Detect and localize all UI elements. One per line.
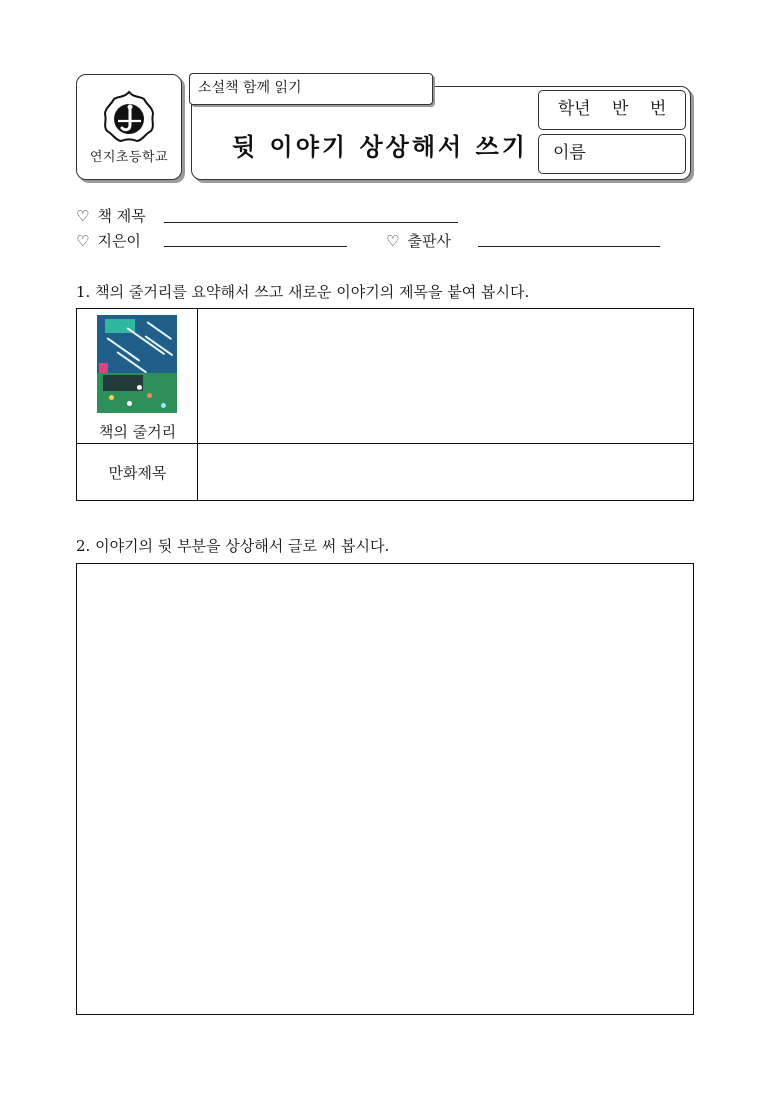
heart-icon: ♡ xyxy=(76,232,90,250)
book-cover-image xyxy=(97,315,177,413)
subtitle-tab: 소설책 함께 읽기 xyxy=(189,73,433,105)
comic-title-label: 만화제목 xyxy=(108,464,167,482)
page-title: 뒷 이야기 상상해서 쓰기 xyxy=(232,133,528,161)
number-label: 번 xyxy=(649,99,667,119)
question-1: 1. 책의 줄거리를 요약해서 쓰고 새로운 이야기의 제목을 붙여 봅시다. xyxy=(76,283,530,301)
book-title-field xyxy=(76,205,146,226)
author-line[interactable] xyxy=(164,246,347,247)
summary-table xyxy=(76,308,694,501)
school-name: 연지초등학교 xyxy=(89,150,169,165)
name-label: 이름 xyxy=(553,143,586,163)
author-label: 지은이 xyxy=(97,232,141,250)
publisher-field xyxy=(386,230,451,251)
name-field[interactable] xyxy=(538,134,686,174)
book-title-label: 책 제목 xyxy=(97,207,146,225)
table-divider xyxy=(77,443,693,444)
publisher-label: 출판사 xyxy=(407,232,451,250)
question-2: 2. 이야기의 뒷 부분을 상상해서 글로 써 봅시다. xyxy=(76,537,390,555)
heart-icon: ♡ xyxy=(76,207,90,225)
heart-icon: ♡ xyxy=(386,232,400,250)
grade-class-number-field[interactable] xyxy=(538,90,686,130)
grade-label: 학년 xyxy=(557,99,591,119)
comic-title-answer-area[interactable] xyxy=(200,445,693,500)
summary-answer-area[interactable] xyxy=(200,309,693,443)
school-logo-box xyxy=(76,74,182,180)
publisher-line[interactable] xyxy=(478,246,660,247)
story-writing-area[interactable] xyxy=(76,563,694,1015)
author-field xyxy=(76,230,141,251)
school-emblem-icon xyxy=(101,89,157,145)
summary-label: 책의 줄거리 xyxy=(98,423,177,441)
book-title-line[interactable] xyxy=(164,222,458,223)
class-label: 반 xyxy=(611,99,629,119)
